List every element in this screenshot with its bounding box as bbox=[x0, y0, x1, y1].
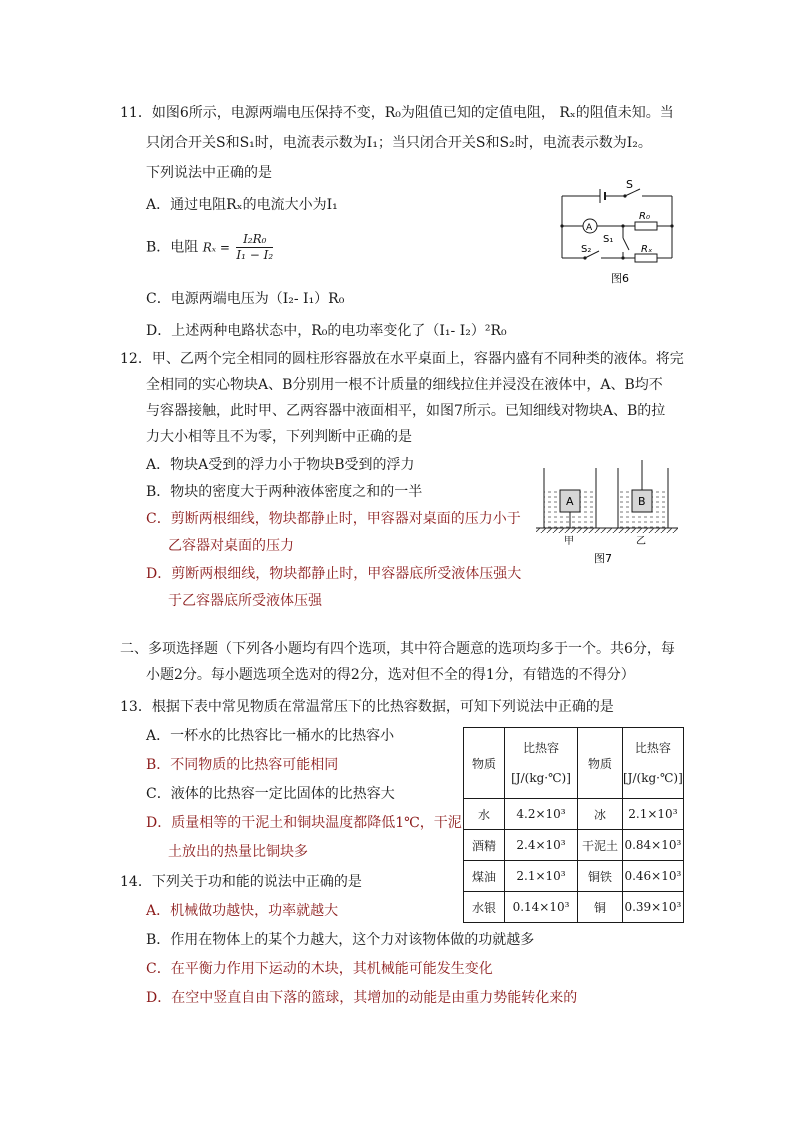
q12-option-c-line2: 乙容器对桌面的压力 bbox=[168, 538, 294, 554]
label-ammeter: A bbox=[586, 223, 593, 233]
table-cell: 铜 bbox=[578, 892, 623, 923]
q14-option-a: A．机械做功越快，功率就越大 bbox=[146, 903, 339, 919]
table-header-row bbox=[464, 728, 684, 799]
table-cell: 0.39×10³ bbox=[623, 892, 684, 923]
q12-stem-line1: 12．甲、乙两个完全相同的圆柱形容器放在水平桌面上，容器内盛有不同种类的液体。将完 bbox=[120, 351, 684, 367]
table-row bbox=[464, 830, 684, 861]
q11-stem-line2: 只闭合开关S和S₁时，电流表示数为I₁；当只闭合开关S和S₂时，电流表示数为I₂。 bbox=[146, 135, 652, 151]
header-heat-2 bbox=[623, 728, 684, 799]
label-rx: Rₓ bbox=[641, 244, 653, 255]
table-cell: 0.46×10³ bbox=[623, 861, 684, 892]
q11-option-b-denominator: I₁ − I₂ bbox=[236, 248, 274, 262]
table-cell: 2.1×10³ bbox=[505, 861, 578, 892]
figure7-caption: 图7 bbox=[594, 552, 612, 565]
q11-option-d: D．上述两种电路状态中，R₀的电功率变化了（I₁- I₂）²R₀ bbox=[146, 323, 507, 339]
table-cell: 水 bbox=[464, 799, 505, 830]
table-cell: 干泥土 bbox=[578, 830, 623, 861]
table-cell: 4.2×10³ bbox=[505, 799, 578, 830]
header-heat-unit-2: [J/(kg·℃)] bbox=[623, 771, 683, 785]
table-row bbox=[464, 892, 684, 923]
header-heat-1 bbox=[505, 728, 578, 799]
q12-option-c-line1: C．剪断两根细线，物块都静止时，甲容器对桌面的压力小于 bbox=[146, 511, 521, 527]
q13-option-a: A．一杯水的比热容比一桶水的比热容小 bbox=[146, 728, 395, 744]
table-cell: 冰 bbox=[578, 799, 623, 830]
specific-heat-table bbox=[463, 727, 684, 923]
block-a-label: A bbox=[566, 495, 574, 508]
q14-option-b: B．作用在物体上的某个力越大，这个力对该物体做的功就越多 bbox=[146, 932, 535, 948]
q14-option-c: C．在平衡力作用下运动的木块，其机械能可能发生变化 bbox=[146, 961, 493, 977]
q13-option-b: B．不同物质的比热容可能相同 bbox=[146, 757, 339, 773]
q11-option-c: C．电源两端电压为（I₂- I₁）R₀ bbox=[146, 291, 345, 307]
q11-stem-line3: 下列说法中正确的是 bbox=[146, 165, 272, 181]
figure6-circuit bbox=[555, 178, 680, 288]
q13-option-c: C．液体的比热容一定比固体的比热容大 bbox=[146, 786, 395, 802]
q12-stem-line2: 全相同的实心物块A、B分别用一根不计质量的细线拉住并浸没在液体中，A、B均不 bbox=[146, 377, 663, 393]
q13-option-d-line2: 土放出的热量比铜块多 bbox=[168, 844, 308, 860]
header-heat-title-1: 比热容 bbox=[522, 741, 559, 755]
table-cell: 2.4×10³ bbox=[505, 830, 578, 861]
figure6-caption: 图6 bbox=[611, 272, 629, 285]
label-s: S bbox=[626, 178, 633, 191]
table-cell: 0.14×10³ bbox=[505, 892, 578, 923]
q11-option-a: A．通过电阻Rₓ的电流大小为I₁ bbox=[146, 197, 338, 213]
resistor-r0 bbox=[635, 222, 657, 230]
label-r0: R₀ bbox=[639, 211, 650, 222]
q13-stem: 13．根据下表中常见物质在常温常压下的比热容数据，可知下列说法中正确的是 bbox=[120, 699, 614, 715]
q13-option-d-line1: D．质量相等的干泥土和铜块温度都降低1℃，干泥 bbox=[146, 815, 462, 831]
table-row bbox=[464, 861, 684, 892]
q12-option-b: B．物块的密度大于两种液体密度之和的一半 bbox=[146, 484, 423, 500]
label-yi: 乙 bbox=[636, 536, 646, 547]
header-heat-title-2: 比热容 bbox=[634, 741, 671, 755]
q11-option-b-numerator: I₂R₀ bbox=[236, 232, 273, 248]
q12-option-d-line1: D．剪断两根细线，物块都静止时，甲容器底所受液体压强大 bbox=[146, 566, 522, 582]
q11-stem-line1: 11．如图6所示，电源两端电压保持不变，R₀为阻值已知的定值电阻， Rₓ的阻值未知。当 bbox=[120, 105, 674, 121]
table-cell: 0.84×10³ bbox=[623, 830, 684, 861]
block-b-label: B bbox=[638, 495, 646, 508]
resistor-rx bbox=[635, 254, 657, 262]
q12-stem-line3: 与容器接触，此时甲、乙两容器中液面相平，如图7所示。已知细线对物块A、B的拉 bbox=[146, 403, 666, 419]
q12-option-d-line2: 于乙容器底所受液体压强 bbox=[168, 593, 322, 609]
q14-option-d: D．在空中竖直自由下落的篮球，其增加的动能是由重力势能转化来的 bbox=[146, 990, 578, 1006]
label-s2: S₂ bbox=[581, 244, 592, 255]
header-substance-1: 物质 bbox=[464, 728, 505, 799]
table-row bbox=[464, 799, 684, 830]
q11-option-b-lhs: Rₓ = bbox=[202, 240, 230, 255]
q12-stem-line4: 力大小相等且不为零，下列判断中正确的是 bbox=[146, 429, 412, 445]
q14-stem: 14．下列关于功和能的说法中正确的是 bbox=[120, 874, 362, 890]
label-jia: 甲 bbox=[564, 536, 574, 547]
table-cell: 水银 bbox=[464, 892, 505, 923]
header-substance-2: 物质 bbox=[578, 728, 623, 799]
q11-option-b-prefix: B．电阻 bbox=[146, 239, 199, 256]
table-cell: 酒精 bbox=[464, 830, 505, 861]
table-cell: 2.1×10³ bbox=[623, 799, 684, 830]
switch-s1 bbox=[623, 238, 629, 250]
q12-option-a: A．物块A受到的浮力小于物块B受到的浮力 bbox=[146, 457, 415, 473]
q11-option-b bbox=[146, 232, 273, 263]
section2-heading-line2: 小题2分。每小题选项全选对的得2分，选对但不全的得1分，有错选的不得分） bbox=[146, 667, 635, 683]
figure7-containers bbox=[536, 460, 678, 566]
table-cell: 煤油 bbox=[464, 861, 505, 892]
header-heat-unit-1: [J/(kg·℃)] bbox=[511, 771, 571, 785]
table-cell: 铜铁 bbox=[578, 861, 623, 892]
q11-option-b-fraction bbox=[236, 232, 273, 263]
section2-heading-line1: 二、多项选择题（下列各小题均有四个选项，其中符合题意的选项均多于一个。共6分，每 bbox=[120, 641, 675, 657]
label-s1: S₁ bbox=[603, 234, 614, 245]
